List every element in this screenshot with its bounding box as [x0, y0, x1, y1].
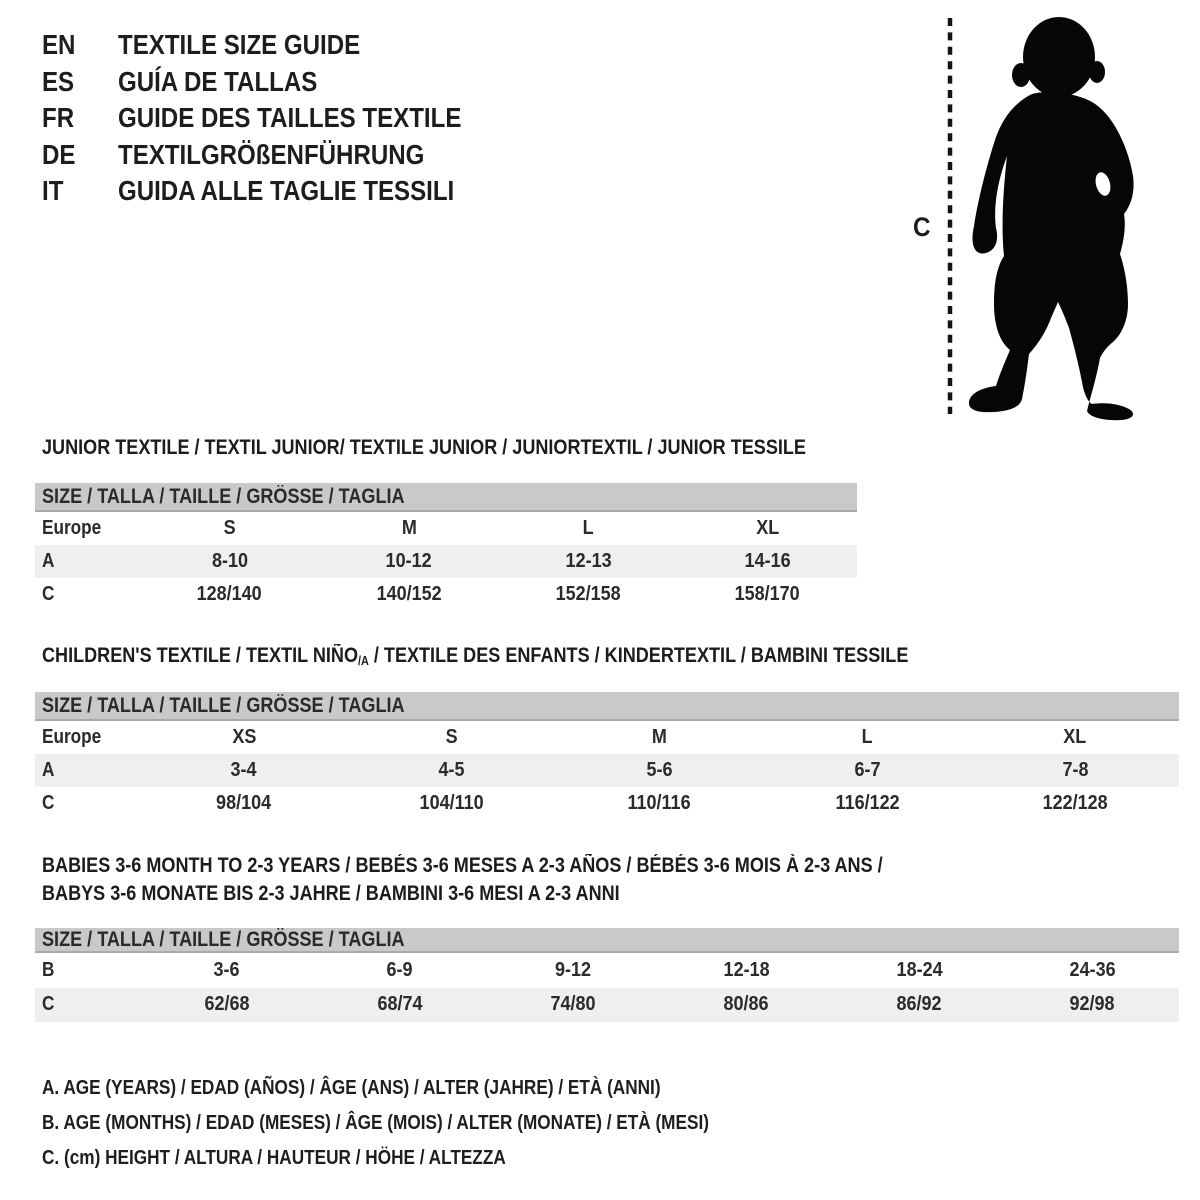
size-value-text: 18-24 [896, 958, 943, 981]
title-text-main: BABYS 3-6 MONATE BIS 2-3 JAHRE / BAMBINI 3-6 MESI A 2-3 ANNI [42, 882, 620, 905]
size-value-cell [763, 759, 971, 782]
title-text-sub: /A [358, 654, 369, 668]
row-label-text: B [42, 958, 55, 981]
table-header-text: SIZE / TALLA / TAILLE / GRÖSSE / TAGLIA [42, 928, 405, 951]
size-value-text: XS [231, 726, 256, 748]
size-value-cell [499, 517, 678, 540]
size-value-text: 74/80 [550, 993, 596, 1016]
size-value-text: M [401, 517, 417, 539]
size-value-cell [499, 550, 678, 573]
size-value-text: 62/68 [204, 993, 250, 1016]
table-row [35, 988, 1179, 1023]
size-value-text: 12-13 [565, 550, 612, 572]
size-figure [938, 8, 1150, 426]
legend-note-text: C. (cm) HEIGHT / ALTURA / HAUTEUR / HÖHE / ALTEZZA [42, 1147, 506, 1169]
table-row [35, 953, 1179, 988]
language-title-list [42, 27, 517, 210]
size-value-text: XL [1063, 726, 1087, 748]
size-value-cell [140, 959, 313, 982]
size-value-cell [833, 959, 1006, 982]
size-value-text: XL [755, 517, 779, 539]
language-guide-title [118, 29, 400, 60]
table-header-bar [35, 483, 857, 512]
language-code [42, 137, 118, 174]
row-label-cell [35, 959, 140, 982]
size-value-cell [348, 726, 556, 749]
language-guide-title-text: GUIDA ALLE TAGLIE TESSILI [118, 175, 455, 206]
size-value-text: 3-6 [213, 958, 240, 981]
row-label-cell [35, 792, 140, 815]
language-code-text: EN [42, 29, 76, 60]
size-value-cell [971, 792, 1179, 815]
size-value-text: 104/110 [419, 792, 484, 814]
row-label-text: C [42, 583, 55, 605]
table-row [35, 578, 857, 611]
size-value-text: 110/116 [627, 792, 692, 814]
size-value-cell [313, 959, 486, 982]
size-value-cell [348, 792, 556, 815]
toddler-silhouette [969, 17, 1134, 420]
legend-note-line [42, 1106, 818, 1141]
table-header-text: SIZE / TALLA / TAILLE / GRÖSSE / TAGLIA [42, 485, 405, 508]
section-title-text [42, 434, 806, 462]
size-value-cell [556, 792, 764, 815]
language-guide-title [118, 175, 509, 206]
size-value-cell [763, 726, 971, 749]
size-value-cell [348, 759, 556, 782]
size-value-text: 92/98 [1069, 993, 1115, 1016]
legend-notes [42, 1071, 818, 1176]
size-value-text: 6-7 [854, 759, 881, 781]
size-value-text: 4-5 [438, 759, 465, 781]
size-value-cell [660, 959, 833, 982]
row-label-text: Europe [42, 517, 102, 539]
language-code [42, 100, 118, 137]
size-table-babies [35, 928, 1179, 1022]
size-value-text: 116/122 [835, 792, 900, 814]
size-value-cell [678, 517, 857, 540]
language-code-text: IT [42, 175, 64, 206]
legend-note-line [42, 1071, 818, 1106]
legend-note-line [42, 1141, 818, 1176]
section-title-line [42, 642, 1049, 672]
title-text-rest: / TEXTILE DES ENFANTS / KINDERTEXTIL / BAMBINI TESSILE [368, 644, 909, 667]
height-measure-label: C [912, 212, 931, 242]
size-value-cell [556, 759, 764, 782]
size-value-cell [140, 550, 319, 573]
size-value-cell [140, 726, 348, 749]
size-value-text: 5-6 [646, 759, 673, 781]
size-value-cell [660, 993, 833, 1016]
row-label-text: A [42, 550, 55, 572]
table-header-text: SIZE / TALLA / TAILLE / GRÖSSE / TAGLIA [42, 694, 405, 717]
language-code [42, 27, 118, 64]
language-code [42, 173, 118, 210]
size-value-text: 3-4 [230, 759, 257, 781]
size-value-cell [556, 726, 764, 749]
size-value-text: S [445, 726, 458, 748]
size-value-text: L [861, 726, 873, 748]
section-title-children [42, 642, 1049, 672]
language-row [42, 64, 517, 101]
size-value-text: 10-12 [385, 550, 432, 572]
size-value-text: 7-8 [1062, 759, 1089, 781]
language-row [42, 137, 517, 174]
row-label-cell [35, 993, 140, 1016]
size-value-text: 12-18 [723, 958, 770, 981]
size-value-text: 8-10 [211, 550, 248, 572]
section-title-junior [42, 434, 930, 462]
row-label-cell [35, 726, 140, 749]
size-value-text: 122/128 [1042, 792, 1108, 814]
row-label-cell [35, 550, 140, 573]
size-value-cell [140, 759, 348, 782]
table-header-bar [35, 928, 1179, 953]
language-row [42, 100, 517, 137]
size-value-text: 24-36 [1069, 958, 1116, 981]
language-guide-title-text: TEXTILE SIZE GUIDE [118, 29, 361, 60]
section-title-text [42, 880, 620, 908]
size-value-cell [486, 993, 659, 1016]
table-row [35, 512, 857, 545]
section-title-text [42, 642, 908, 672]
row-label-text: C [42, 792, 55, 814]
table-row [35, 787, 1179, 820]
title-text-main: JUNIOR TEXTILE / TEXTIL JUNIOR/ TEXTILE JUNIOR / JUNIORTEXTIL / JUNIOR TESSILE [42, 436, 806, 459]
section-title-line [42, 852, 1020, 880]
size-value-text: 128/140 [197, 583, 263, 605]
size-value-cell [833, 993, 1006, 1016]
size-value-text: 68/74 [377, 993, 423, 1016]
size-value-cell [499, 583, 678, 606]
size-value-text: 86/92 [896, 993, 942, 1016]
size-value-text: 9-12 [554, 958, 591, 981]
size-value-text: 140/152 [376, 583, 442, 605]
size-value-cell [971, 759, 1179, 782]
legend-note-text: A. AGE (YEARS) / EDAD (AÑOS) / ÂGE (ANS) / ALTER (JAHRE) / ETÀ (ANNI) [42, 1077, 661, 1099]
size-value-cell [319, 550, 498, 573]
row-label-cell [35, 517, 140, 540]
language-code [42, 64, 118, 101]
size-value-text: L [582, 517, 594, 539]
language-code-text: DE [42, 138, 76, 170]
row-label-text: Europe [42, 726, 102, 748]
section-title-babies [42, 852, 1020, 908]
size-value-text: 6-9 [386, 958, 413, 981]
size-value-cell [140, 993, 313, 1016]
language-guide-title-text: TEXTILGRÖßENFÜHRUNG [118, 138, 425, 170]
section-title-line [42, 880, 1020, 908]
title-text-main: CHILDREN'S TEXTILE / TEXTIL NIÑO [42, 644, 359, 667]
size-value-text: S [223, 517, 236, 539]
language-row [42, 27, 517, 64]
size-value-cell [319, 517, 498, 540]
language-guide-title [118, 102, 517, 133]
row-label-cell [35, 583, 140, 606]
title-text-main: BABIES 3-6 MONTH TO 2-3 YEARS / BEBÉS 3-6 MESES A 2-3 AÑOS / BÉBÉS 3-6 MOIS À 2-3 ANS / [42, 854, 883, 877]
size-value-cell [1006, 959, 1179, 982]
size-table-junior [35, 483, 857, 611]
table-header-bar [35, 692, 1179, 721]
language-guide-title-text: GUÍA DE TALLAS [118, 65, 318, 97]
size-value-text: 14-16 [744, 550, 791, 572]
size-value-text: 152/158 [555, 583, 621, 605]
size-value-text: M [651, 726, 667, 748]
language-guide-title [118, 139, 474, 170]
language-guide-title-text: GUIDE DES TAILLES TEXTILE [118, 102, 462, 133]
size-value-cell [140, 792, 348, 815]
row-label-cell [35, 759, 140, 782]
row-label-text: A [42, 759, 55, 781]
size-value-cell [678, 550, 857, 573]
row-label-text: C [42, 993, 55, 1016]
language-row [42, 173, 517, 210]
legend-note-text: B. AGE (MONTHS) / EDAD (MESES) / ÂGE (MOIS) / ALTER (MONATE) / ETÀ (MESI) [42, 1112, 709, 1134]
size-value-text: 98/104 [216, 792, 272, 814]
size-table-children [35, 692, 1179, 820]
toddler-silhouette-icon [938, 8, 1150, 426]
size-value-text: 80/86 [723, 993, 769, 1016]
section-title-text [42, 852, 883, 880]
size-value-cell [319, 583, 498, 606]
size-value-cell [486, 959, 659, 982]
language-code-text: FR [42, 102, 75, 133]
table-row [35, 754, 1179, 787]
size-value-cell [1006, 993, 1179, 1016]
size-value-cell [971, 726, 1179, 749]
size-value-cell [763, 792, 971, 815]
size-value-cell [678, 583, 857, 606]
section-title-line [42, 434, 930, 462]
table-row [35, 545, 857, 578]
size-value-cell [140, 517, 319, 540]
table-row [35, 721, 1179, 754]
size-value-text: 158/170 [734, 583, 800, 605]
size-value-cell [313, 993, 486, 1016]
size-value-cell [140, 583, 319, 606]
language-guide-title [118, 66, 350, 97]
language-code-text: ES [42, 65, 75, 97]
